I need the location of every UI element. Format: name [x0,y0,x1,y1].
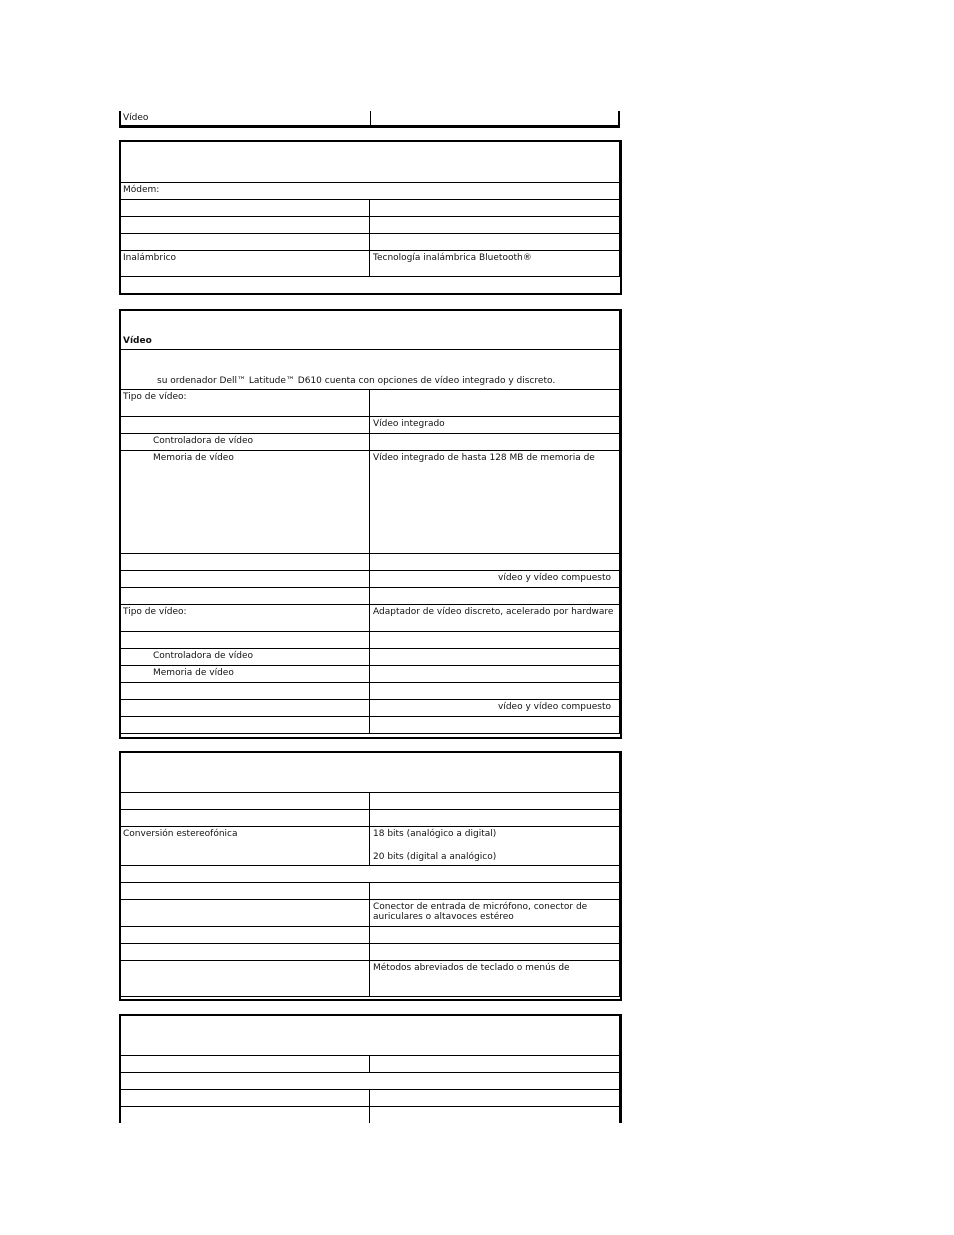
video-row-blank-3-value [370,632,620,649]
audio-connector-label [120,900,370,927]
video-controller2-label: Controladora de vídeo [120,649,370,666]
video-output2-label [120,700,370,717]
audio-row-3-label [120,883,370,900]
video-row-blank-1-label [120,554,370,571]
spec-table-bottom [119,1014,620,1123]
video-discrete-value: Adaptador de vídeo discreto, acelerado por hardware [370,605,620,632]
bottom-subheader [120,1073,620,1090]
audio-row-2-value [370,810,620,827]
bottom-header [120,1015,620,1056]
video-section-title: Vídeo [120,310,620,350]
video-controller-value [370,434,620,451]
modem-row-3-label [120,234,370,251]
video-row-blank-5-label [120,717,370,734]
audio-row-4-label [120,927,370,944]
audio-row-1-value [370,793,620,810]
video-memory-label: Memoria de vídeo [120,451,370,554]
modem-row-2-label [120,217,370,234]
audio-row-3-value [370,883,620,900]
video-row-blank-4-label [120,683,370,700]
video-type2-label: Tipo de vídeo: [120,605,370,632]
spec-table-video [119,309,620,734]
modem-label: Módem: [120,183,620,200]
video-memory2-label: Memoria de vídeo [120,666,370,683]
bottom-row-2-value [370,1090,620,1107]
modem-row-1-value [370,200,620,217]
video-controller-label: Controladora de vídeo [120,434,370,451]
stereo-conversion-adc: 18 bits (analógico a digital) [373,829,497,839]
communications-header [120,141,620,183]
audio-header [120,752,620,793]
video-memory2-value [370,666,620,683]
stereo-conversion-dac: 20 bits (digital a analógico) [373,852,497,862]
audio-controls-value: Métodos abreviados de teclado o menús de [370,961,620,997]
video-controller2-value [370,649,620,666]
video-integrated-label [120,417,370,434]
video-output-label [120,571,370,588]
audio-row-1-label [120,793,370,810]
video-row-blank-1-value [370,554,620,571]
fragment-bottom-edge [119,125,620,127]
bottom-row-3-value [370,1107,620,1124]
video-intro: su ordenador Dell™ Latitude™ D610 cuenta con opciones de vídeo integrado y discreto. [120,350,620,390]
video-row-blank-5-value [370,717,620,734]
stereo-conversion-label: Conversión estereofónica [120,827,370,866]
audio-row-4-value [370,927,620,944]
modem-row-3-value [370,234,620,251]
audio-row-2-label [120,810,370,827]
video-row-blank-3-label [120,632,370,649]
modem-row-2-value [370,217,620,234]
bottom-row-1-value [370,1056,620,1073]
modem-row-1-label [120,200,370,217]
bottom-row-2-label [120,1090,370,1107]
bottom-row-3-label [120,1107,370,1124]
video-row-blank-4-value [370,683,620,700]
audio-row-5-label [120,944,370,961]
wireless-value: Tecnología inalámbrica Bluetooth® [370,251,620,277]
video-type-label: Tipo de vídeo: [120,390,370,417]
video-fragment-label: Vídeo [120,111,371,128]
video-memory-value: Vídeo integrado de hasta 128 MB de memoria de [370,451,620,554]
stereo-conversion-value [370,827,620,866]
video-output-value: vídeo y vídeo compuesto [370,571,620,588]
video-row-blank-2-label [120,588,370,605]
audio-connector-value: Conector de entrada de micrófono, conector de auriculares o altavoces estéreo [370,900,620,927]
audio-row-5-value [370,944,620,961]
video-type-value [370,390,620,417]
spec-table-audio [119,751,620,997]
spec-table-communications [119,140,620,277]
video-integrated-value: Vídeo integrado [370,417,620,434]
video-output2-value: vídeo y vídeo compuesto [370,700,620,717]
bottom-row-1-label [120,1056,370,1073]
video-row-blank-2-value [370,588,620,605]
audio-controls-label [120,961,370,997]
wireless-label: Inalámbrico [120,251,370,277]
page-cutoff [0,1123,954,1235]
audio-subheader [120,866,620,883]
